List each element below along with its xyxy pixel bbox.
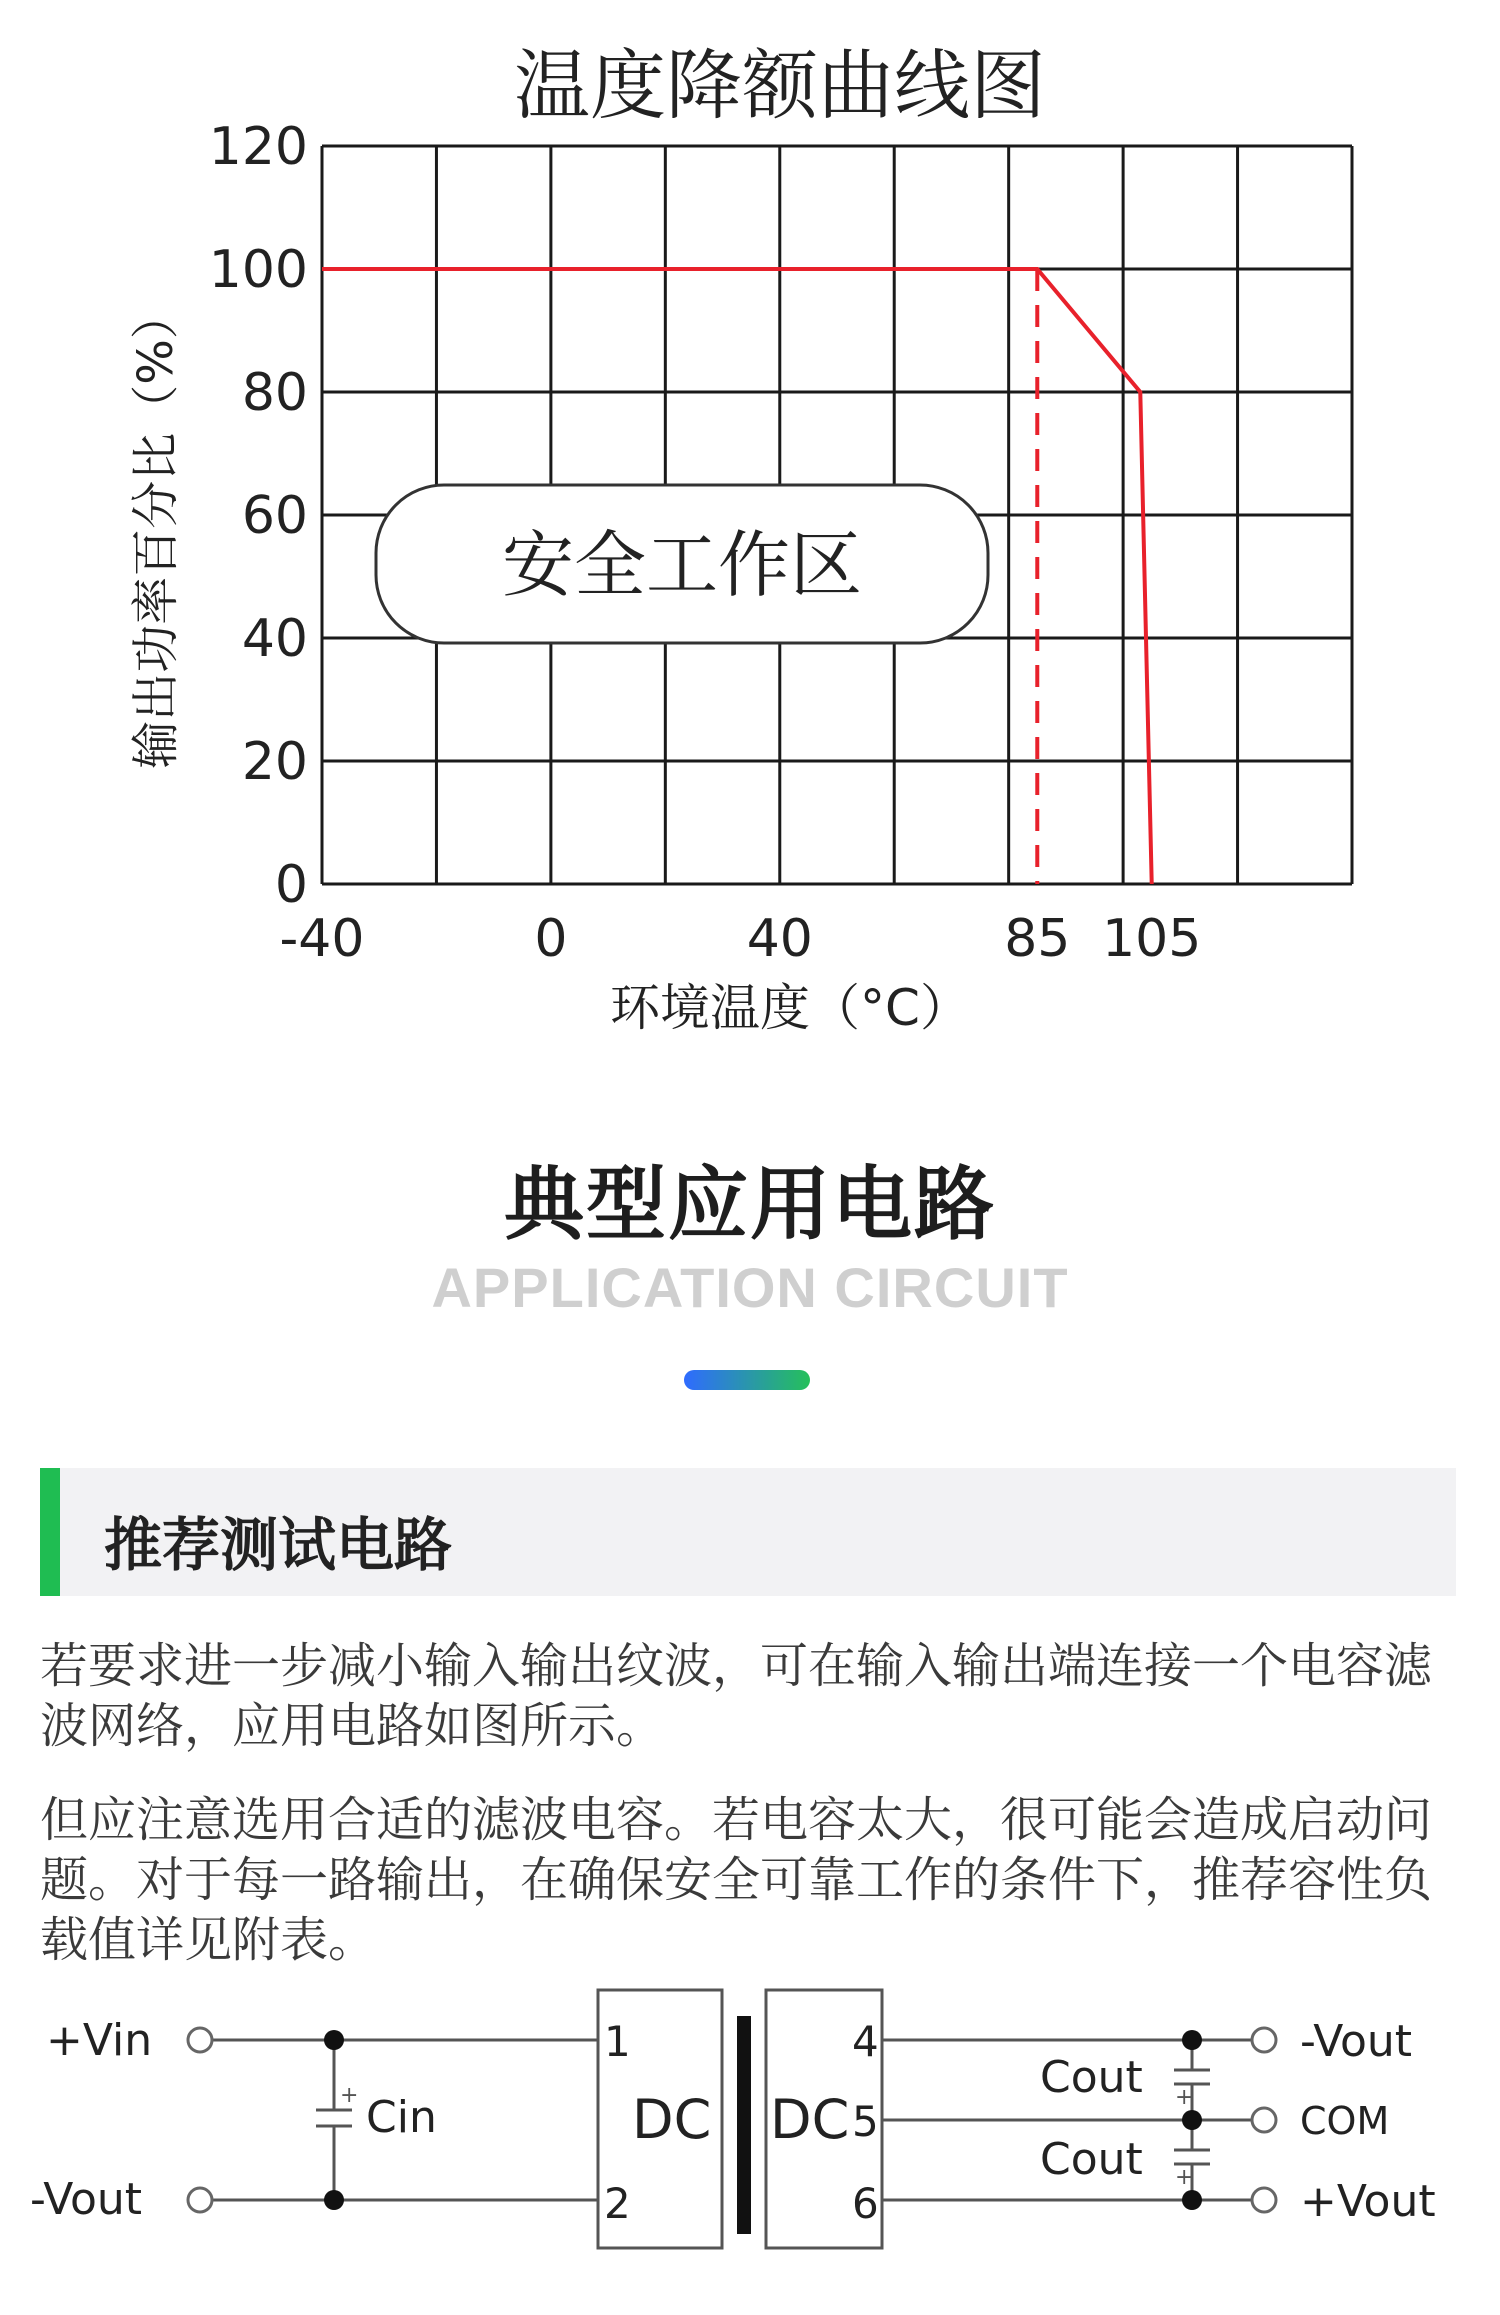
section-subheading: APPLICATION CIRCUIT (431, 1256, 1069, 1319)
pin-6-label: 6 (852, 2179, 879, 2228)
pin-2-label: 2 (604, 2179, 631, 2228)
section-accent-bar (40, 1468, 60, 1596)
section-heading: 典型应用电路 (504, 1158, 996, 1251)
terminal-vout-plus (1252, 2188, 1276, 2212)
description-paragraph-1: 若要求进一步减小输入输出纹波，可在输入输出端连接一个电容滤波网络，应用电路如图所示。 (40, 1638, 1433, 1754)
junction-dot (324, 2030, 344, 2050)
heading-underline-bar (684, 1370, 810, 1390)
x-tick-label: 105 (1102, 909, 1202, 969)
label-vin-plus: +Vin (46, 2015, 153, 2066)
label-vin-minus: -Vout (30, 2174, 143, 2225)
label-cin: Cin (366, 2092, 437, 2143)
x-tick-label: 0 (534, 909, 568, 969)
y-tick-label: 80 (241, 363, 308, 423)
safe-zone-label: 安全工作区 (501, 523, 863, 607)
y-tick-label: 20 (241, 732, 308, 792)
dc-output-label: DC (770, 2088, 850, 2151)
safe-zone-annotation (376, 485, 988, 643)
label-vout-plus: +Vout (1300, 2176, 1436, 2227)
terminal-com (1252, 2108, 1276, 2132)
label-cout-2: Cout (1040, 2134, 1143, 2185)
y-tick-label: 100 (208, 240, 308, 300)
section-title: 推荐测试电路 (104, 1511, 453, 1579)
derating-chart (0, 0, 1500, 1100)
description-paragraph-2: 但应注意选用合适的滤波电容。若电容太大，很可能会造成启动问题。对于每一路输出，在确保安全可靠工作的条件下，推荐容性负载值详见附表。 (40, 1792, 1433, 1968)
x-tick-label: 40 (746, 909, 813, 969)
terminal-vin-plus (188, 2028, 212, 2052)
y-tick-label: 60 (241, 486, 308, 546)
label-vout-minus: -Vout (1300, 2016, 1413, 2067)
cout1-plus-sign: + (1175, 2085, 1194, 2110)
isolation-core-bar (737, 2016, 751, 2234)
pin-5-label: 5 (852, 2097, 879, 2146)
junction-dot (324, 2190, 344, 2210)
cin-plus-sign: + (340, 2083, 359, 2108)
chart-title: 温度降额曲线图 (514, 41, 1046, 130)
y-tick-label: 120 (208, 117, 308, 177)
label-com: COM (1300, 2099, 1390, 2143)
junction-dot (1182, 2110, 1202, 2130)
x-axis-label: 环境温度（°C） (610, 979, 970, 1037)
junction-dot (1182, 2030, 1202, 2050)
application-circuit-diagram (0, 1980, 1500, 2315)
terminal-vin-minus (188, 2188, 212, 2212)
dc-input-label: DC (632, 2088, 712, 2151)
x-tick-label: 85 (1004, 909, 1071, 969)
cout2-plus-sign: + (1175, 2165, 1194, 2190)
section-banner (40, 1468, 1456, 1596)
y-axis-label: 输出功率百分比（%） (128, 291, 184, 769)
terminal-vout-minus (1252, 2028, 1276, 2052)
pin-4-label: 4 (852, 2017, 879, 2066)
y-tick-label: 0 (274, 855, 308, 915)
junction-dot (1182, 2190, 1202, 2210)
y-tick-label: 40 (241, 609, 308, 669)
pin-1-label: 1 (604, 2017, 631, 2066)
label-cout-1: Cout (1040, 2052, 1143, 2103)
x-tick-label: -40 (279, 909, 365, 969)
